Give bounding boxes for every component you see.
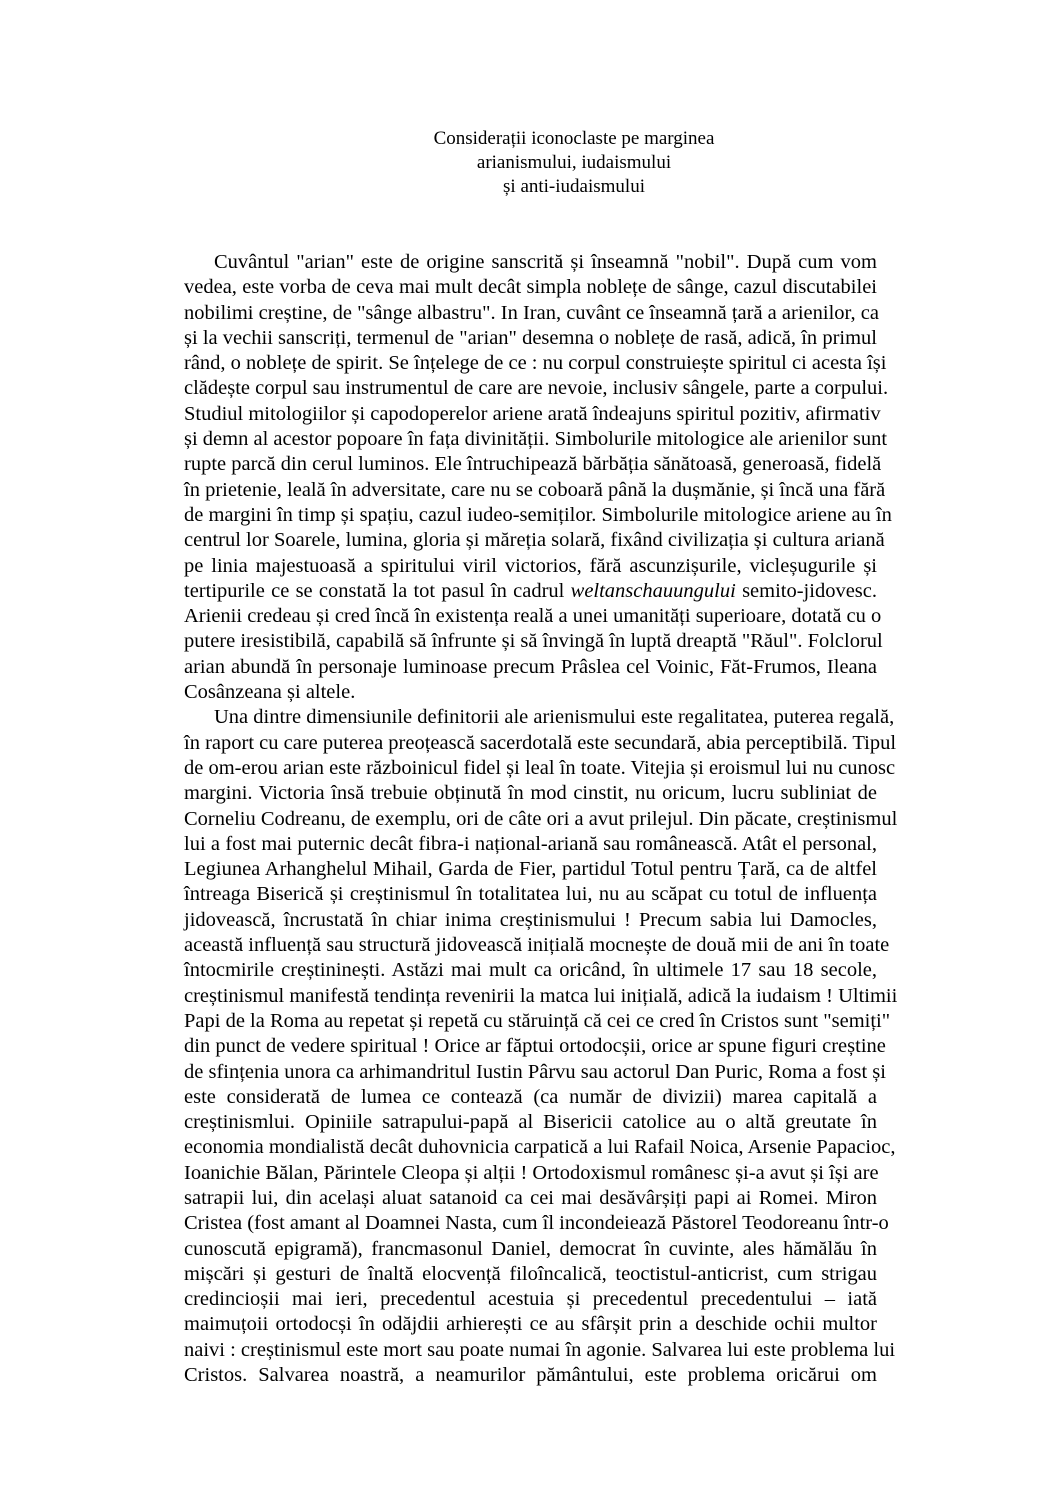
text-line: și demn al acestor popoare în fața divinității. Simbolurile mitologice ale arienilor sunt — [184, 428, 888, 451]
text-line: de sfințenia unora ca arhimandritul Iustin Pârvu sau actorul Dan Puric, Roma a fost și — [184, 1060, 886, 1083]
text-line: centrul lor Soarele, lumina, gloria și măreția solară, fixând civilizația și cultura ariană — [184, 529, 885, 552]
text-line: întocmirile creștininești. Astăzi mai mult ca oricând, în ultimele 17 sau 18 secole, — [184, 959, 877, 982]
text-line: putere iresistibilă, capabilă să înfrunte și să învingă în luptă dreaptă "Răul". Folclorul — [184, 630, 883, 653]
text-line: Ioanichie Bălan, Părintele Cleopa și alții ! Ortodoxismul românesc și-a avut și își are — [184, 1161, 879, 1184]
text-line: Cristos. Salvarea noastră, a neamurilor pământului, este problema oricărui om — [184, 1364, 877, 1387]
text-line: arian abundă în personaje luminoase precum Prâslea cel Voinic, Făt-Frumos, Ileana — [184, 655, 877, 678]
text-line: Cristea (fost amant al Doamnei Nasta, cum îl incondeiează Păstorel Teodoreanu într-o — [184, 1212, 889, 1235]
text-line: maimuțoii ortodocși în odăjdii arhierești ce au sfârșit prin a deschide ochii multor — [184, 1313, 877, 1336]
text-line: satrapii lui, din același aluat satanoid ca cei mai desăvârșiți papi ai Romei. Miron — [184, 1186, 877, 1209]
text-line: Corneliu Codreanu, de exemplu, ori de câte ori a avut prilejul. Din păcate, creștinismul — [184, 807, 898, 830]
text-line: întreaga Biserică și creștinismul în totalitatea lui, nu au scăpat cu totul de influența — [184, 883, 877, 906]
text-line: creștinismul manifestă tendința revenirii la matca lui inițială, adică la iudaism ! Ultimii — [184, 984, 898, 1007]
text-line: de om-erou arian este războinicul fidel și leal în toate. Vitejia și eroismul lui nu cunosc — [184, 756, 896, 779]
paragraph-2 — [184, 705, 898, 1388]
text-line: rupte parcă din cerul luminos. Ele întruchipează bărbăția sănătoasă, generoasă, fidelă — [184, 453, 882, 476]
document-body — [184, 250, 898, 1388]
text-line: în prietenie, leală în adversitate, care nu se coboară până la dușmănie, și încă una fără — [184, 478, 886, 501]
text-line: pe linia majestuoasă a spiritului viril victorios, fără ascunzișurile, vicleșugurile și — [184, 554, 877, 577]
text-line: Papi de la Roma au repetat și repetă cu stăruință că cei ce cred în Cristos sunt "semiți" — [184, 1009, 891, 1032]
text-line: vedea, este vorba de ceva mai mult decât simpla noblețe de sânge, cazul discutabilei — [184, 276, 877, 299]
text-line: Studiul mitologiilor și capodoperelor ariene arată îndeajuns spiritul pozitiv, afirmativ — [184, 402, 881, 425]
text-segment: semito-jidovesc. — [742, 579, 877, 602]
text-line: Cuvântul "arian" este de origine sanscrită și înseamnă "nobil". După cum vom — [214, 251, 877, 273]
text-line: creștinismlui. Opiniile satrapului-papă al Bisericii catolice au o altă greutate în — [184, 1111, 877, 1134]
title-line-3: și anti-iudaismului — [503, 176, 645, 197]
text-line: economia mondialistă decât duhovnicia carpatică a lui Rafail Noica, Arsenie Papacioc, — [184, 1136, 896, 1159]
paragraph-1 — [184, 250, 892, 705]
text-line: și la vechii sanscriți, termenul de "arian" desemna o noblețe de rasă, adică, în primul — [184, 326, 877, 349]
title-line-1: Considerații iconoclaste pe marginea — [433, 128, 715, 149]
text-line: această influență sau structură jidovească inițială mocnește de două mii de ani în toate — [184, 934, 890, 957]
text-line: Una dintre dimensiunile definitorii ale arienismului este regalitatea, puterea regală, — [214, 706, 895, 729]
text-segment: tertipurile ce se constată la tot pasul în cadrul — [184, 579, 565, 602]
text-line-with-italic — [184, 579, 877, 604]
text-line: Legiunea Arhanghelul Mihail, Garda de Fier, partidul Totul pentru Țară, ca de altfel — [184, 858, 877, 881]
text-line: Cosânzeana și altele. — [184, 681, 356, 704]
text-line: jidovească, încrustată în chiar inima creștinismului ! Precum sabia lui Damocles, — [184, 908, 877, 931]
text-line: naivi : creștinismul este mort sau poate numai în agonie. Salvarea lui este problema lui — [184, 1338, 896, 1361]
text-line: credincioșii mai ieri, precedentul acestuia și precedentul precedentului – iată — [184, 1288, 877, 1311]
text-line: lui a fost mai puternic decât fibra-i național-ariană sau românească. Atât el personal, — [184, 832, 877, 855]
text-line: este considerată de lumea ce contează (ca număr de divizii) marea capitală a — [184, 1085, 877, 1108]
document-title — [0, 127, 1058, 199]
text-line: Arienii credeau și cred încă în existența reală a unei umanități superioare, dotată cu o — [184, 605, 882, 628]
text-line: cunoscută epigramă), francmasonul Daniel, democrat în cuvinte, ales hămălău în — [184, 1237, 877, 1260]
italic-term: weltanschauungului — [570, 579, 736, 602]
text-line: rând, o noblețe de spirit. Se înțelege de ce : nu corpul construiește spiritul ci acesta își — [184, 352, 887, 375]
text-line: din punct de vedere spiritual ! Orice ar făptui ortodocșii, orice ar spune figuri creștine — [184, 1035, 886, 1058]
text-line: clădește corpul sau instrumentul de care are nevoie, inclusiv sângele, parte a corpului. — [184, 377, 889, 400]
text-line: mișcări și gesturi de înaltă elocvență filoîncalică, teoctistul-anticrist, cum strigau — [184, 1262, 877, 1285]
text-line: de margini în timp și spațiu, cazul iudeo-semiților. Simbolurile mitologice ariene au în — [184, 503, 892, 526]
title-line-2: arianismului, iudaismului — [476, 152, 672, 173]
text-line: margini. Victoria însă trebuie obținută în mod cinstit, nu oricum, lucru subliniat de — [184, 782, 877, 805]
text-line: nobilimi creștine, de "sânge albastru". In Iran, cuvânt ce înseamnă țară a arienilor, ca — [184, 301, 879, 324]
text-line: în raport cu care puterea preoțească sacerdotală este secundară, abia perceptibilă. Tipul — [184, 731, 897, 754]
